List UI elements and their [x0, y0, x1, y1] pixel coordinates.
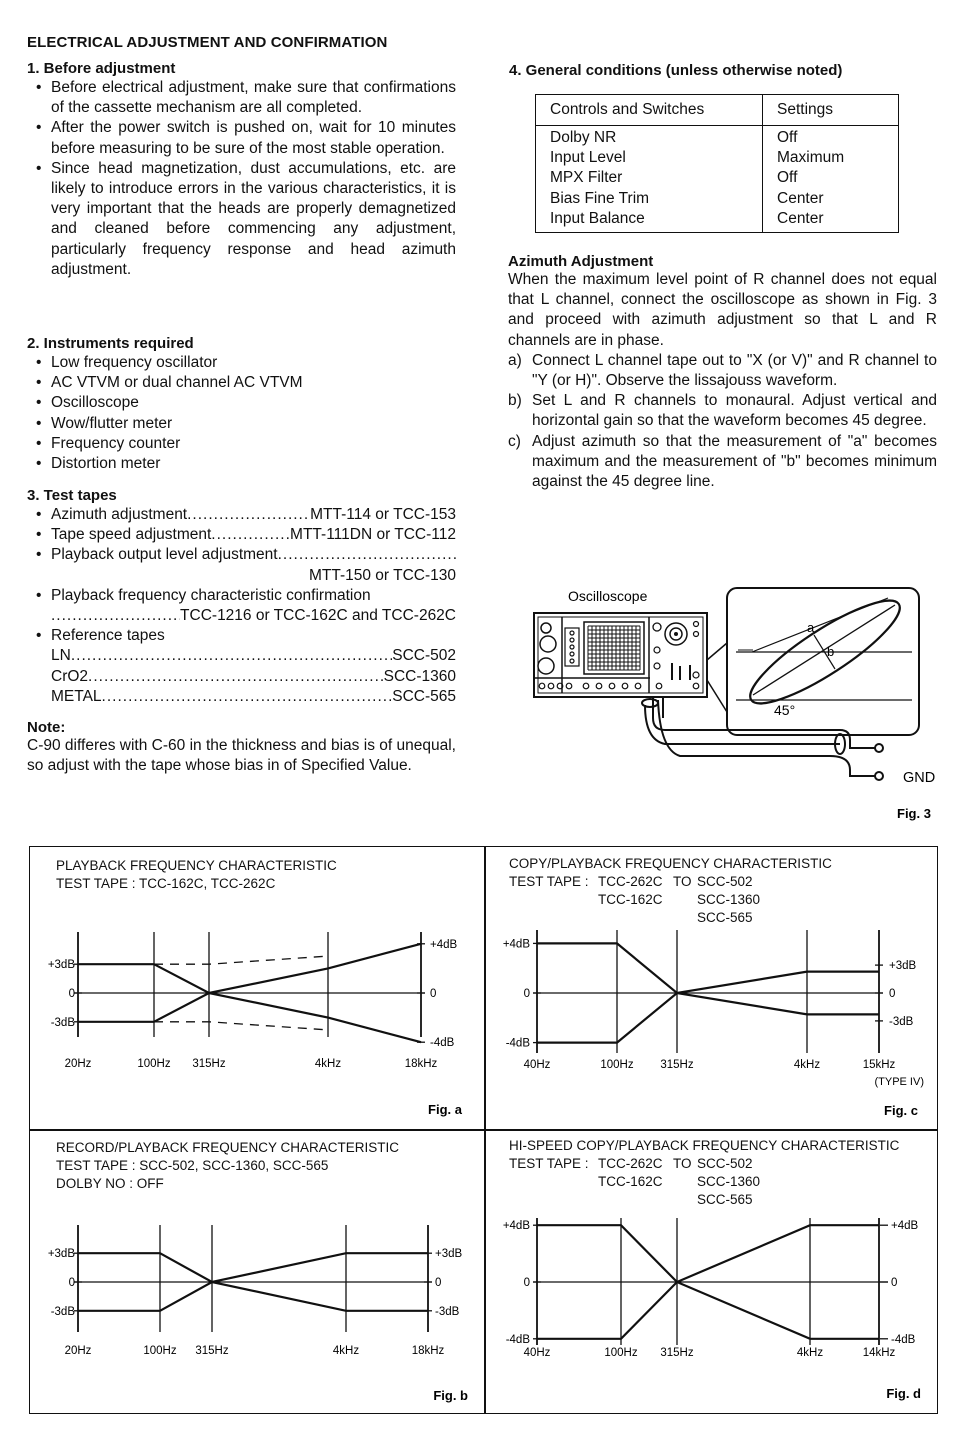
test-tape-label: TEST TAPE : — [509, 1156, 589, 1171]
section-title: 3. Test tapes — [27, 487, 117, 504]
step-label: a) — [508, 351, 522, 369]
tape-model: MTT-114 or TCC-153 — [310, 506, 456, 523]
section-title: 1. Before adjustment — [27, 60, 176, 77]
y2-tick-label: 0 — [430, 988, 437, 1000]
section-general-conditions-title: 4. General conditions (unless otherwise noted) — [509, 62, 843, 79]
tape-item-azimuth — [27, 505, 456, 525]
step-label: c) — [508, 432, 521, 450]
section-instruments — [27, 335, 456, 474]
x-tick-label: 40Hz — [523, 1347, 551, 1359]
reference-dashed-line — [154, 1022, 328, 1030]
y-tick-label: 0 — [523, 988, 530, 1000]
reference-dashed-line — [154, 956, 328, 964]
azimuth-step — [508, 391, 937, 431]
y-tick-label: -4dB — [505, 1037, 530, 1050]
to-tape: SCC-502 — [697, 874, 753, 889]
tape-item-reference — [27, 626, 456, 707]
x-tick-label: 100Hz — [600, 1059, 634, 1071]
y-tick-label: +4dB — [502, 1220, 530, 1233]
fig-b-header — [56, 1139, 399, 1193]
control-name: Bias Fine Trim — [550, 189, 650, 207]
x-tick-label: 20Hz — [64, 1345, 92, 1357]
figure-caption: Fig. c — [884, 1103, 918, 1118]
y2-tick-label: -4dB — [891, 1333, 916, 1346]
chart-title: PLAYBACK FREQUENCY CHARACTERISTIC — [56, 858, 337, 873]
to-tape: SCC-1360 — [697, 1174, 761, 1189]
tape-purpose: • Playback output level adjustment — [51, 546, 278, 564]
from-tape: TCC-162C — [598, 892, 663, 907]
a-label: a — [807, 620, 815, 635]
azimuth-step — [508, 351, 937, 391]
x-tick-label: 4kHz — [796, 1347, 824, 1359]
to-label: TO — [673, 1156, 692, 1171]
setting-value: Maximum — [777, 149, 845, 167]
tape-purpose: • Reference tapes — [51, 627, 165, 645]
from-tape: TCC-262C — [598, 874, 663, 889]
y2-tick-label: +4dB — [430, 938, 458, 951]
from-tape: TCC-162C — [598, 1174, 663, 1189]
chart-subtitle: TEST TAPE : SCC-502, SCC-1360, SCC-565 — [56, 1158, 329, 1173]
response-curve — [78, 944, 421, 993]
control-name: Input Balance — [550, 209, 645, 227]
ref-tape-model: SCC-502 — [392, 647, 456, 665]
response-curve — [537, 1225, 879, 1282]
y-tick-label: +3dB — [47, 959, 75, 972]
x-tick-label: 100Hz — [137, 1058, 171, 1070]
fig3-caption: Fig. 3 — [897, 806, 931, 821]
note-block — [27, 719, 456, 776]
y2-tick-label: +3dB — [435, 1248, 463, 1261]
step-text: Connect L channel tape out to "X (or V)" and R channel to "Y (or H)". Observe the lissajouss waveform. — [532, 351, 937, 390]
y2-tick-label: +4dB — [891, 1220, 919, 1233]
ref-tape-model: SCC-565 — [392, 687, 456, 705]
note-text: C-90 differes with C-60 in the thickness and bias is of unequal, so adjust with the tape whose bias in of Specified Value. — [27, 737, 456, 775]
y2-tick-label: -3dB — [435, 1305, 460, 1318]
general-conditions-table — [535, 94, 899, 233]
chart-title: RECORD/PLAYBACK FREQUENCY CHARACTERISTIC — [56, 1140, 400, 1155]
y2-tick-label: 0 — [435, 1277, 442, 1289]
oscilloscope-label: Oscilloscope — [568, 588, 648, 604]
oscilloscope-diagram — [520, 580, 950, 825]
chart-title: COPY/PLAYBACK FREQUENCY CHARACTERISTIC — [509, 856, 832, 871]
oscilloscope-icon — [534, 613, 707, 697]
x-tick-label: 315Hz — [660, 1347, 694, 1359]
section-title: 2. Instruments required — [27, 335, 194, 352]
gnd-label: GND — [903, 770, 936, 786]
to-tape: SCC-565 — [697, 1192, 753, 1207]
bullet-item: • Since head magnetization, dust accumulations, etc. are likely to introduce errors in the various characteristics, it is very important that the heads are properly demagnetized and cleaned before commencing any adjustment, particularly frequency response and head azimuth adjustment. — [27, 159, 456, 280]
fig-d-header — [509, 1137, 929, 1209]
fig-d-chart — [486, 1210, 936, 1412]
figure-caption: Fig. a — [428, 1102, 462, 1117]
page-heading: ELECTRICAL ADJUSTMENT AND CONFIRMATION — [27, 34, 388, 51]
step-text: Set L and R channels to monaural. Adjust vertical and horizontal gain so that the waveform becomes 45 degree. — [532, 392, 937, 430]
response-curve — [537, 993, 879, 1043]
tape-model: MTT-111DN or TCC-112 — [290, 526, 456, 544]
x-tick-label: 315Hz — [660, 1059, 694, 1071]
fig-a-header — [56, 857, 337, 893]
y2-tick-label: -3dB — [889, 1015, 914, 1028]
table-controls-cell — [536, 126, 763, 233]
azimuth-intro: When the maximum level point of R channel does not equal that L channel, connect the oscilloscope as shown in Fig. 3 and proceed with azimuth adjustment so that L and R channels are in phase. — [508, 271, 937, 349]
table-settings-cell — [763, 126, 899, 233]
setting-value: Center — [777, 209, 824, 227]
y2-tick-label: 0 — [889, 988, 896, 1000]
instrument-item: • Frequency counter — [27, 434, 456, 454]
terminal-icon — [875, 744, 883, 752]
instrument-item: • Low frequency oscillator — [27, 353, 456, 373]
x-tick-label: 315Hz — [192, 1058, 226, 1070]
y-tick-label: 0 — [523, 1277, 530, 1289]
setting-value: Off — [777, 129, 798, 146]
angle-label: 45° — [774, 702, 796, 718]
setting-value: Off — [777, 169, 798, 187]
x-tick-label: 20Hz — [64, 1058, 92, 1070]
to-label: TO — [673, 874, 692, 889]
x-tick-label: 40Hz — [523, 1059, 551, 1071]
x-tick-label: 18kHz — [404, 1058, 438, 1070]
charts-divider-horizontal — [29, 1129, 938, 1131]
y-tick-label: -4dB — [505, 1333, 530, 1346]
table-header-settings: Settings — [763, 95, 899, 126]
figure-caption: Fig. d — [886, 1386, 921, 1401]
y-tick-label: 0 — [68, 1277, 75, 1289]
test-tape-label: TEST TAPE : — [509, 874, 589, 889]
fig-c-chart — [486, 920, 936, 1125]
response-curve — [537, 1282, 879, 1339]
x-tick-label: 18kHz — [411, 1345, 445, 1357]
response-curve — [78, 1282, 428, 1311]
tape-purpose: • Playback frequency characteristic confirmation — [51, 586, 371, 604]
to-tape: SCC-1360 — [697, 892, 761, 907]
ref-tape-name: CrO2 — [51, 667, 89, 685]
table-header-controls: Controls and Switches — [536, 95, 763, 126]
figure-caption: Fig. b — [433, 1388, 468, 1403]
x-tick-label: 4kHz — [793, 1059, 821, 1071]
fig-b-chart — [30, 1222, 483, 1412]
azimuth-step — [508, 432, 937, 493]
tape-item-frequency — [27, 586, 456, 626]
response-curve — [78, 993, 421, 1042]
ground-terminal-icon — [875, 772, 883, 780]
x-tick-label: 4kHz — [314, 1058, 342, 1070]
x-tick-label: 15kHz — [862, 1059, 896, 1071]
azimuth-title: Azimuth Adjustment — [508, 253, 654, 270]
x-tick-label: 100Hz — [143, 1345, 177, 1357]
y-tick-label: +3dB — [47, 1248, 75, 1261]
instrument-item: • Distortion meter — [27, 454, 456, 474]
tape-model: TCC-1216 or TCC-162C and TCC-262C — [180, 607, 456, 625]
y2-tick-label: -4dB — [430, 1037, 455, 1050]
chart-title: HI-SPEED COPY/PLAYBACK FREQUENCY CHARACTERISTIC — [509, 1138, 900, 1153]
b-label: b — [827, 644, 835, 659]
x-note-label: (TYPE IV) — [874, 1076, 924, 1088]
instrument-item: • Oscilloscope — [27, 393, 456, 413]
instrument-item: • Wow/flutter meter — [27, 414, 456, 434]
section-before-adjustment — [27, 60, 456, 280]
tape-model: MTT-150 or TCC-130 — [308, 566, 456, 584]
y-tick-label: -3dB — [50, 1016, 75, 1029]
x-tick-label: 100Hz — [604, 1347, 638, 1359]
tape-purpose: • Tape speed adjustment — [51, 526, 212, 544]
control-name: Input Level — [550, 149, 626, 167]
response-curve — [537, 943, 879, 993]
bullet-item: • After the power switch is pushed on, wait for 10 minutes before measuring to be sure of the most stable operation. — [27, 118, 456, 158]
y-tick-label: -3dB — [50, 1305, 75, 1318]
x-tick-label: 4kHz — [332, 1345, 360, 1357]
chart-subtitle: TEST TAPE : TCC-162C, TCC-262C — [56, 876, 276, 891]
tape-item-speed — [27, 525, 456, 545]
response-curve — [78, 1253, 428, 1282]
chart-subtitle: DOLBY NO : OFF — [56, 1176, 164, 1191]
fig-c-header — [509, 855, 929, 927]
bullet-item: • Before electrical adjustment, make sure that confirmations of the cassette mechanism are all completed. — [27, 78, 456, 118]
note-title: Note: — [27, 719, 66, 736]
lissajous-zoom — [707, 586, 919, 735]
ref-tape-name: LN — [51, 647, 71, 665]
setting-value: Center — [777, 189, 824, 207]
x-tick-label: 14kHz — [862, 1347, 896, 1359]
azimuth-adjustment — [508, 253, 937, 492]
y2-tick-label: +3dB — [889, 960, 917, 973]
control-name: Dolby NR — [550, 129, 617, 146]
ref-tape-name: METAL — [51, 687, 102, 705]
control-name: MPX Filter — [550, 169, 623, 187]
fig-a-chart — [30, 920, 483, 1125]
to-tape: SCC-502 — [697, 1156, 753, 1171]
x-tick-label: 315Hz — [195, 1345, 229, 1357]
to-tape: SCC-565 — [697, 910, 753, 925]
tape-item-playback-level — [27, 545, 456, 585]
section-test-tapes — [27, 487, 456, 707]
ref-tape-model: SCC-1360 — [383, 667, 456, 685]
tape-purpose: • Azimuth adjustment — [51, 506, 188, 523]
instrument-item: • AC VTVM or dual channel AC VTVM — [27, 373, 456, 393]
y-tick-label: 0 — [68, 988, 75, 1000]
y-tick-label: +4dB — [502, 938, 530, 951]
y2-tick-label: 0 — [891, 1277, 898, 1289]
from-tape: TCC-262C — [598, 1156, 663, 1171]
step-text: Adjust azimuth so that the measurement of "a" becomes maximum and the measurement of "b" becomes minimum against the 45 degree line. — [532, 432, 937, 491]
step-label: b) — [508, 392, 522, 410]
